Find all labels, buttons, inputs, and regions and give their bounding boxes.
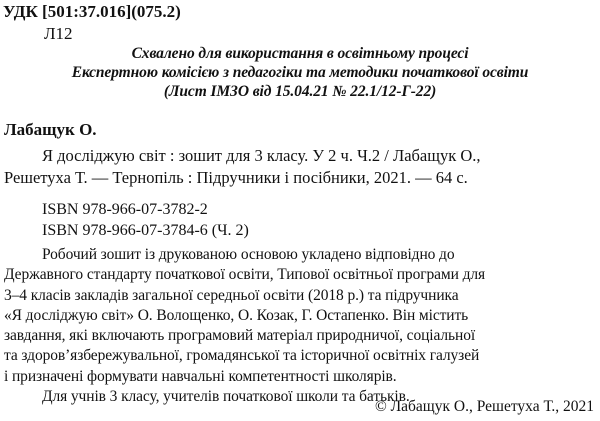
abstract-line: і призначені формувати навчальні компетентності школярів. (4, 367, 397, 385)
abstract-text (4, 245, 598, 407)
abstract-line: завдання, які включають програмовий матеріал природничої, соціальної (4, 327, 476, 345)
copyright-notice: © Лабащук О., Решетуха Т., 2021 (375, 398, 594, 415)
abstract-line: та здоров’язбережувальної, громадянської та історичної освітніх галузей (4, 347, 480, 365)
author-heading: Лабащук О. (4, 120, 97, 139)
biblio-line: Я досліджую світ : зошит для 3 класу. У 2 ч. Ч.2 / Лабащук О., (42, 146, 481, 165)
biblio-line: Решетуха Т. — Тернопіль : Підручники і посібники, 2021. — 64 с. (4, 168, 468, 187)
audience-line: Для учнів 3 класу, учителів початкової школи та батьків. (42, 388, 410, 406)
approval-line: Експертною комісією з педагогіки та методики початкової освіти (71, 64, 529, 81)
abstract-line: Робочий зошит із друкованою основою укладено відповідно до (42, 246, 455, 263)
abstract-line: «Я досліджую світ» О. Волощенко, О. Козак, Г. Остапенко. Він містить (4, 306, 469, 324)
abstract-line: 3–4 класів закладів загальної середньої освіти (2018 р.) та підручника (4, 286, 459, 304)
isbn-list (42, 199, 249, 241)
udc-classification: УДК [501:37.016](075.2) (3, 2, 181, 21)
approval-line: Схвалено для використання в освітньому процесі (131, 45, 469, 62)
author-sign-code: Л12 (44, 24, 73, 43)
bibliographic-description (4, 145, 596, 189)
approval-notice (0, 44, 600, 101)
isbn-line: ISBN 978-966-07-3784-6 (Ч. 2) (42, 222, 249, 239)
abstract-line: Державного стандарту початкової освіти, Типової освітньої програми для (4, 266, 486, 284)
approval-line: (Лист ІМЗО від 15.04.21 № 22.1/12-Г-22) (163, 83, 437, 100)
isbn-line: ISBN 978-966-07-3782-2 (42, 201, 208, 218)
